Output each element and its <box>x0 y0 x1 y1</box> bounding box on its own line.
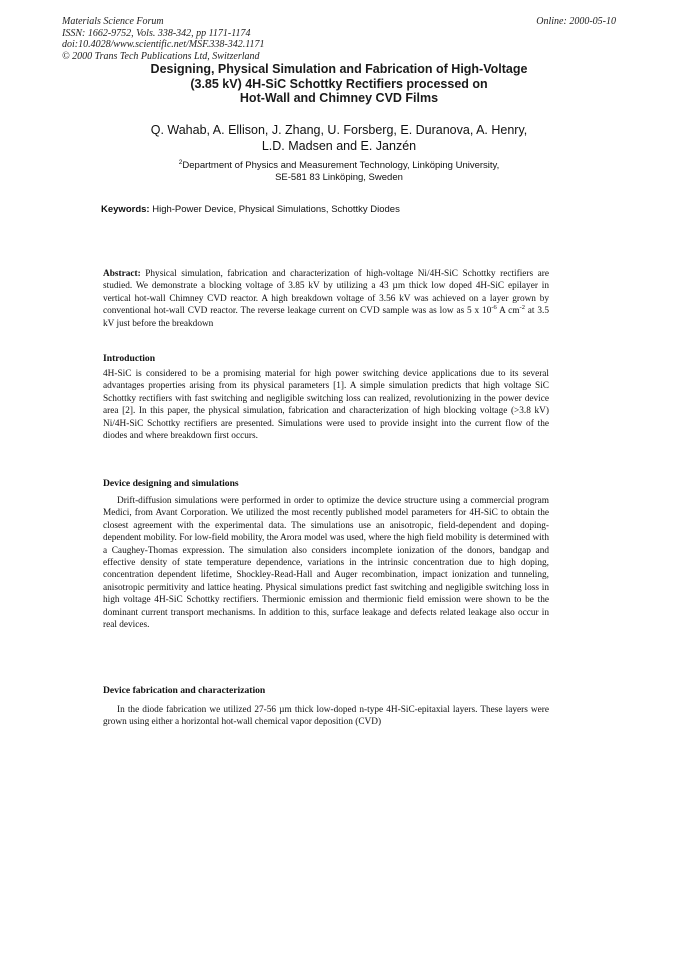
title-line-3: Hot-Wall and Chimney CVD Films <box>239 91 439 105</box>
section-heading-device-design: Device designing and simulations <box>103 478 239 489</box>
authors-line-2: L.D. Madsen and E. Janzén <box>261 139 417 153</box>
section-heading-fabrication: Device fabrication and characterization <box>103 685 266 696</box>
abstract-text-3: at 3.5 kV just before the breakdown <box>103 306 549 329</box>
keywords-text: High-Power Device, Physical Simulations, Schottky Diodes <box>152 204 400 215</box>
abstract-exp-1: -6 <box>491 304 497 312</box>
keywords <box>101 204 400 215</box>
paper-title <box>0 62 678 106</box>
abstract-text-1: Physical simulation, fabrication and characterization of high-voltage Ni/4H-SiC Schottky rectifiers are studied. We demonstrate a blocking voltage of 3.85 kV by utilizing a 43 µm thick low doped 4H-SiC epilayer in vertical hot-wall Chimney CVD reactor. A high breakdown voltage of 3.56 kV was achieved on a layer grown by conventional hot-wall CVD reactor. The reverse leakage current on CVD sample was as low as 5 x 10 <box>103 269 549 317</box>
fabrication-text: In the diode fabrication we utilized 27-56 µm thick low-doped n-type 4H-SiC-epitaxial layers. These layers were grown using either a horizontal hot-wall chemical vapor deposition (CVD) <box>103 705 549 728</box>
abstract-label: Abstract: <box>103 269 141 279</box>
author-list <box>0 122 678 154</box>
abstract-text-2: A cm <box>496 306 520 317</box>
journal-name: Materials Science Forum <box>62 16 164 27</box>
affiliation <box>0 160 678 184</box>
device-design-text: Drift-diffusion simulations were performed in order to optimize the device structure using a commercial program Medici, from Avant Corporation. We utilized the most recently published model parameters for 4H-SiC to obtain the closest agreement with the experimental data. The simulations use an anisotropic, field-dependent and doping-dependent mobility. For low-field mobility, the Arora model was used, where the high field mobility is determined with a Caughey-Thomas expression. The simulation also considers incomplete ionization of the donors, bandgap and effective density of state temperature dependence, variations in the intrinsic concentration due to high doping, concentration dependent lifetime, Shockley-Read-Hall and Auger recombination, impact ionization and tunneling, anisotropic permitivity and lattice heating. Physical simulations predict fast switching and negligible switching loss in high voltage 4H-SiC Schottky rectifiers. Thermionic emission and thermionic field emission were shown to be the dominant current transport mechanisms. In addition to this, surface leakage and defects related leakage also occur in real devices. <box>103 496 549 631</box>
section-heading-introduction: Introduction <box>103 353 156 364</box>
abstract-exp-2: -2 <box>519 304 525 312</box>
affiliation-marker: 2 <box>178 158 183 166</box>
keywords-label: Keywords: <box>101 204 150 215</box>
affiliation-line-2: SE-581 83 Linköping, Sweden <box>275 172 403 183</box>
copyright-line: © 2000 Trans Tech Publications Ltd, Switzerland <box>62 50 260 62</box>
journal-header <box>62 16 265 62</box>
abstract <box>103 268 549 330</box>
title-line-1: Designing, Physical Simulation and Fabrication of High-Voltage <box>150 62 528 76</box>
introduction-text: 4H-SiC is considered to be a promising material for high power switching device applications due to its several advantages properties arising from its physical parameters [1]. A simple simulation predicts that high voltage SiC Schottky rectifiers with fast switching and negligible switching loss can realized, revolutionizing in the power device area [2]. In this paper, the physical simulation, fabrication and characterization of high blocking voltage (>3.8 kV) Ni/4H-SiC Schottky rectifiers are presented. Simulations were used to provide insight into the current flow of the diodes and where breakdown first occurs. <box>103 369 549 442</box>
online-date: Online: 2000-05-10 <box>536 16 616 27</box>
issn-line: ISSN: 1662-9752, Vols. 338-342, pp 1171-1174 <box>62 27 251 39</box>
affiliation-line-1: Department of Physics and Measurement Technology, Linköping University, <box>182 160 500 171</box>
authors-line-1: Q. Wahab, A. Ellison, J. Zhang, U. Forsberg, E. Duranova, A. Henry, <box>150 123 528 137</box>
title-line-2: (3.85 kV) 4H-SiC Schottky Rectifiers processed on <box>190 76 488 91</box>
doi-line[interactable]: doi:10.4028/www.scientific.net/MSF.338-342.1171 <box>62 39 265 50</box>
